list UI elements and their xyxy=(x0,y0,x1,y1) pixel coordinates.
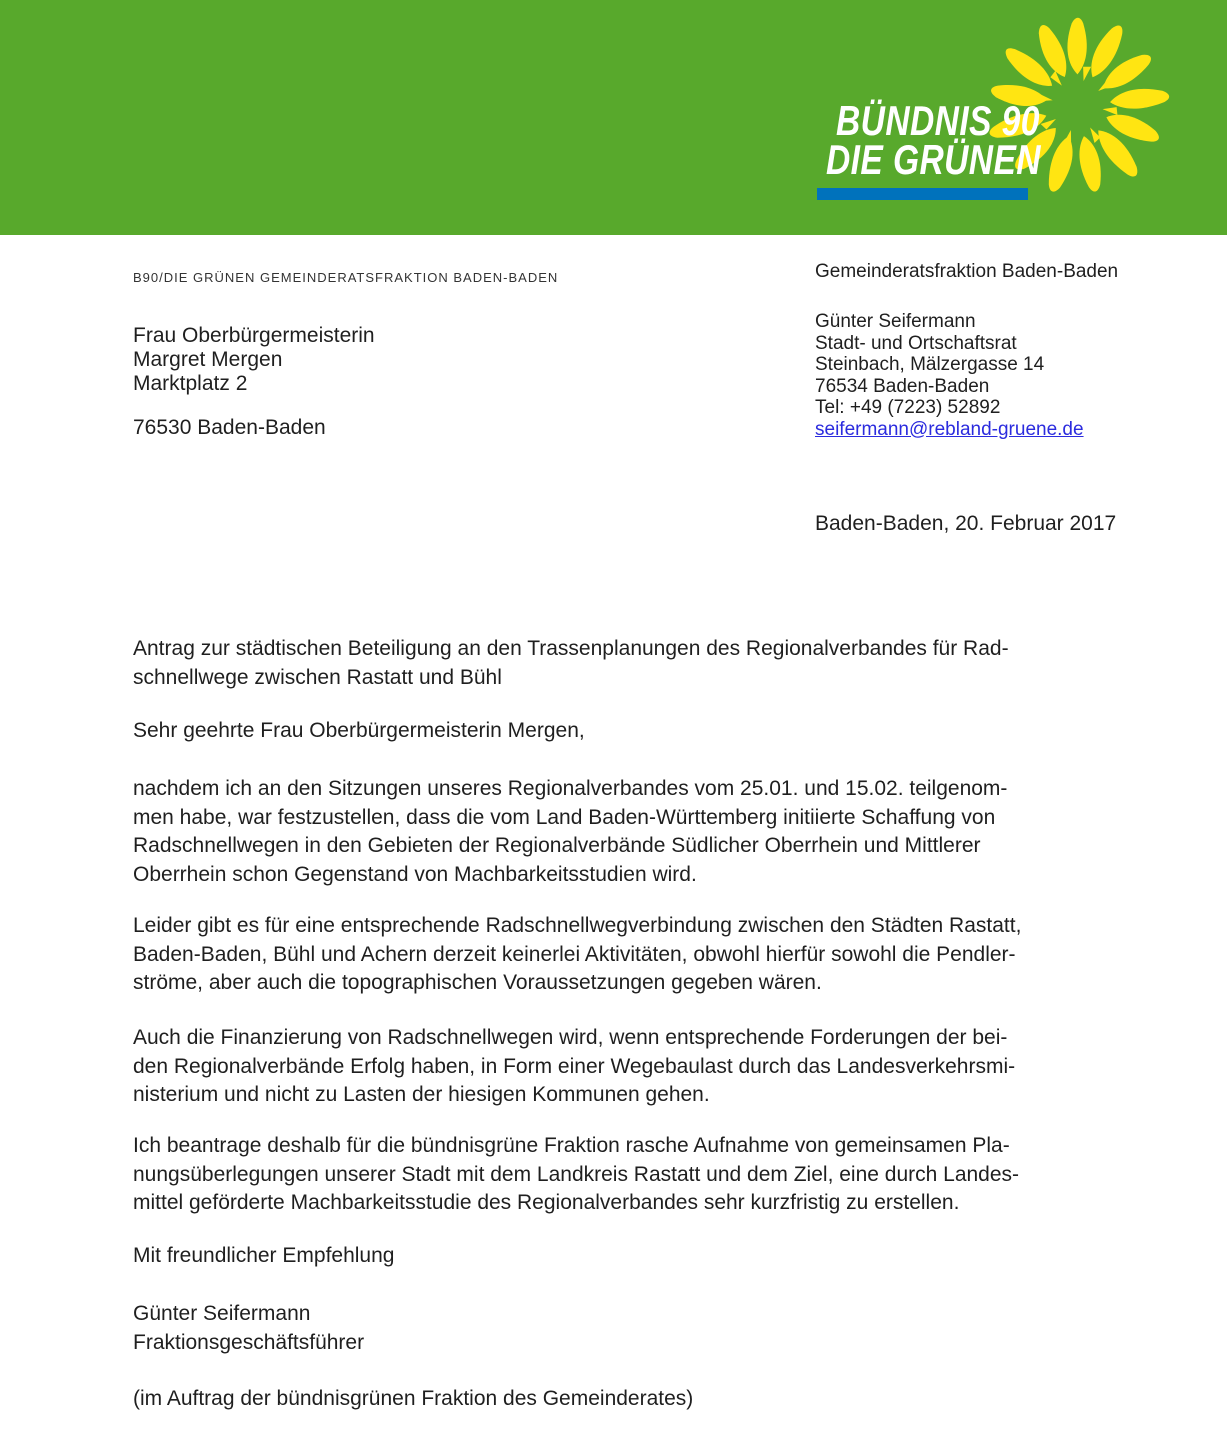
contact-block xyxy=(815,261,1118,440)
subject-line: schnellwege zwischen Rastatt und Bühl xyxy=(133,665,502,689)
logo-text-line2: DIE GRÜNEN xyxy=(826,136,1041,183)
contact-role: Stadt- und Ortschaftsrat xyxy=(815,332,1017,354)
contact-name: Günter Seifermann xyxy=(815,311,976,332)
recipient-city: 76530 Baden-Baden xyxy=(133,416,326,439)
paragraph-line: mittel geförderte Machbarkeitsstudie des Regionalverbandes sehr kurzfristig zu erstellen. xyxy=(133,1191,960,1214)
email-link[interactable]: seifermann@rebland-gruene.de xyxy=(815,418,1084,440)
contact-city: 76534 Baden-Baden xyxy=(815,375,990,397)
contact-title: Gemeinderatsfraktion Baden-Baden xyxy=(815,261,1119,282)
signature-name: Günter Seifermann xyxy=(133,1302,311,1325)
paragraph-line: men habe, war festzustellen, dass die vom Land Baden-Württemberg initiierte Schaffung von xyxy=(133,805,996,829)
paragraph-2 xyxy=(133,912,1021,998)
paragraph-line: nisterium und nicht zu Lasten der hiesigen Kommunen gehen. xyxy=(133,1083,710,1106)
signature-role: Fraktionsgeschäftsführer xyxy=(133,1330,365,1354)
logo-underline-bar xyxy=(817,188,1028,200)
paragraph-line: nungsüberlegungen unserer Stadt mit dem Landkreis Rastatt und dem Ziel, eine durch Landes- xyxy=(133,1162,1020,1186)
paragraph-line: Baden-Baden, Bühl und Achern derzeit keinerlei Aktivitäten, obwohl hierfür sowohl die Pendler- xyxy=(133,942,1016,966)
signature-block xyxy=(133,1300,364,1357)
paragraph-line: nachdem ich an den Sitzungen unseres Regionalverbandes vom 25.01. und 15.02. teilgenom- xyxy=(133,777,1008,800)
logo-text-line1: BÜNDNIS 90 xyxy=(836,97,1040,144)
subject-line: Antrag zur städtischen Beteiligung an den Trassenplanungen des Regionalverbandes für Rad- xyxy=(133,637,1009,660)
paragraph-line: Leider gibt es für eine entsprechende Radschnellwegverbindung zwischen den Städten Rastatt, xyxy=(133,914,1022,937)
recipient-line: Frau Oberbürgermeisterin xyxy=(133,324,375,347)
recipient-line: Marktplatz 2 xyxy=(133,372,248,395)
closing-line: Mit freundlicher Empfehlung xyxy=(133,1244,395,1267)
paragraph-1 xyxy=(133,775,1007,889)
paragraph-line: Oberrhein schon Gegenstand von Machbarkeitsstudien wird. xyxy=(133,862,697,886)
sender-line: B90/DIE GRÜNEN GEMEINDERATSFRAKTION BADEN-BADEN xyxy=(133,270,559,285)
paragraph-line: den Regionalverbände Erfolg haben, in Form einer Wegebaulast durch das Landesverkehrsmi- xyxy=(133,1054,1016,1078)
postscript-line: (im Auftrag der bündnisgrünen Fraktion des Gemeinderates) xyxy=(133,1387,694,1410)
paragraph-line: Auch die Finanzierung von Radschnellwegen wird, wenn entsprechende Forderungen der bei- xyxy=(133,1026,1008,1049)
paragraph-line: ströme, aber auch die topographischen Voraussetzungen gegeben wären. xyxy=(133,971,822,994)
recipient-line: Margret Mergen xyxy=(133,348,283,371)
contact-street: Steinbach, Mälzergasse 14 xyxy=(815,354,1045,375)
paragraph-line: Radschnellwegen in den Gebieten der Regionalverbände Südlicher Oberrhein und Mittlerer xyxy=(133,834,981,857)
paragraph-line: Ich beantrage deshalb für die bündnisgrüne Fraktion rasche Aufnahme von gemeinsamen Pla- xyxy=(133,1134,1010,1157)
contact-phone: Tel: +49 (7223) 52892 xyxy=(815,397,1001,418)
paragraph-3 xyxy=(133,1024,1015,1110)
header-band xyxy=(0,0,1227,235)
recipient-address xyxy=(133,324,375,440)
date-line: Baden-Baden, 20. Februar 2017 xyxy=(815,512,1117,535)
paragraph-4 xyxy=(133,1132,1019,1218)
subject xyxy=(133,635,1009,692)
salutation: Sehr geehrte Frau Oberbürgermeisterin Mergen, xyxy=(133,719,585,742)
